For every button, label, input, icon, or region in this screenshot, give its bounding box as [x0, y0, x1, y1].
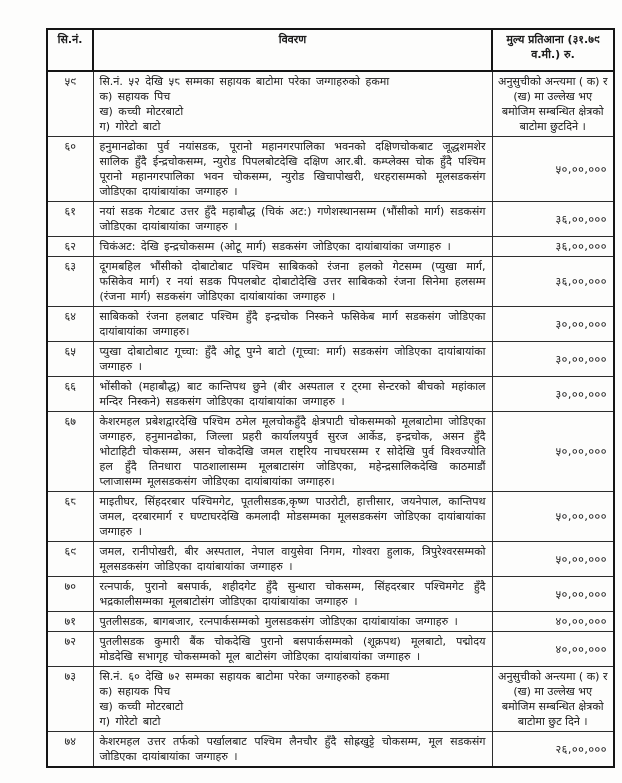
table-row: [47, 667, 614, 732]
table-header: [47, 29, 614, 71]
row-serial-number: ५९: [47, 71, 93, 137]
row-serial-number: ६५: [47, 342, 93, 377]
table-body: [47, 71, 614, 767]
row-price-amount: ३६,००,०००: [492, 237, 614, 257]
row-serial-number: ७४: [47, 732, 93, 768]
description-line: क) सहायक पिच: [99, 685, 171, 698]
table-row: [47, 257, 614, 307]
row-price-amount: ३०,००,०००: [492, 307, 614, 342]
row-price-amount: ४०,००,०००: [492, 632, 614, 667]
table-row: [47, 342, 614, 377]
row-description: केशरमहल प्रबेशद्वारदेखि पश्चिम ठमेल मूलचोकहुँदै क्षेत्रपाटी चोकसम्मको मूलबाटोमा जोडिएका जग्गाहरु, हनुमानढोका, जिल्ला प्रहरी कार्यालयपुर्व सुरज आर्केड, इन्द्रचोक, असन हुँदै भोटाहिटी चोकसम्म, असन चोकदेखि जमल राष्ट्रिय नाचघरसम्म र सोदेखि पुर्व विश्वज्योति हल हुँदै तिनधारा पाठशालासम्म मूलबाटासंग जोडिएका, महेन्द्रसालिकदेखि काठमाडौं प्लाजासम्म मूलसडकसंग जोडिएका दायांबायांका जग्गाहरु।: [93, 412, 492, 492]
table-row: [47, 202, 614, 237]
row-description: चिकंअट: देखि इन्द्रचोकसम्म (ओटू मार्ग) सडकसंग जोडिएका दायांबायांका जग्गाहरु ।: [93, 237, 492, 257]
row-serial-number: ६४: [47, 307, 93, 342]
land-valuation-table: [46, 28, 615, 768]
row-price-amount: ५०,००,०००: [492, 577, 614, 612]
row-price-amount: ५०,००,०००: [492, 542, 614, 577]
description-line: ग) गोरेटो बाटो: [99, 715, 161, 728]
row-description: प्युखा दोबाटोबाट गूच्चा: हुँदै ओटू पुग्ने बाटो (गूच्चा: मार्ग) सडकसंग जोडिएका दायांबायांका जग्गाहरु ।: [93, 342, 492, 377]
description-line: ग) गोरेटो बाटो: [99, 120, 161, 133]
row-price-amount: ५०,००,०००: [492, 492, 614, 542]
row-description: रत्नपार्क, पुरानो बसपार्क, शहीदगेट हुँदै सुन्धारा चोकसम्म, सिंहदरबार पश्चिमगेट हुँदै भद्रकालीसम्मका मूलबाटोसंग जोडिएका दायांबायांका जग्गाहरु ।: [93, 577, 492, 612]
row-serial-number: ६८: [47, 492, 93, 542]
row-serial-number: ६२: [47, 237, 93, 257]
row-serial-number: ७१: [47, 612, 93, 632]
row-description: भोंसीको (महाबौद्ध) बाट कान्तिपथ छुने (बीर अस्पताल र ट्रमा सेन्टरको बीचको महांकाल मन्दिर निस्कने) सडकसंग जोडिएका दायांबायांका जग्गाहरु ।: [93, 377, 492, 412]
row-price-note: अनुसुचीको अन्त्यमा ( क) र (ख) मा उल्लेख भए बमोजिम सम्बन्धित क्षेत्रको बाटोमा छुटदिने ।: [492, 71, 614, 137]
column-header-price-per-aana: मुल्य प्रतिआना (३१.७९ व.मी.) रु.: [492, 29, 614, 71]
description-line: सि.नं. ५२ देखि ५८ सम्मका सहायक बाटोमा परेका जग्गाहरुको हकमा: [99, 75, 390, 88]
row-price-amount: ५०,००,०००: [492, 412, 614, 492]
row-serial-number: ७०: [47, 577, 93, 612]
row-serial-number: ६६: [47, 377, 93, 412]
row-price-amount: ३०,००,०००: [492, 342, 614, 377]
table-row: [47, 542, 614, 577]
row-description: दूगमबहिल भौंसीको दोबाटोबाट पश्चिम साबिकको रंजना हलको गेटसम्म (प्युखा मार्ग, फसिकेव मार्ग) र नयां सडक पिपलबोट दोबाटोदेखि उत्तर साबिकको रंजना सिनेमा हलसम्म (रंजना मार्ग) सडकसंग जोडिएका दायांबायांका जग्गाहरु ।: [93, 257, 492, 307]
description-line: क) सहायक पिच: [99, 90, 171, 103]
row-price-amount: ४०,००,०००: [492, 612, 614, 632]
row-description: साबिकको रंजना हलबाट पश्चिम हुँदै इन्द्रचोक निस्कने फसिकेब मार्ग सडकसंग जोडिएका दायांबायांका जग्गाहरु।: [93, 307, 492, 342]
row-serial-number: ६९: [47, 542, 93, 577]
table-row: [47, 612, 614, 632]
description-line: ख) कच्ची मोटरबाटो: [99, 105, 184, 118]
description-line: ख) कच्ची मोटरबाटो: [99, 700, 184, 713]
table-row: [47, 137, 614, 202]
row-description: [93, 667, 492, 732]
row-description: माइतीघर, सिंहदरबार पश्चिमगेट, पूतलीसडक,कृष्ण पाउरोटी, हात्तीसार, जयनेपाल, कान्तिपथ जमल, दरबारमार्ग र घण्टाघरदेखि कमलादी मोडसम्मका मूलसडकसंग जोडिएका दायांबायांका जग्गाहरु ।: [93, 492, 492, 542]
row-serial-number: ६०: [47, 137, 93, 202]
row-description: पुतलीसडक कुमारी बैंक चोकदेखि पुरानो बसपार्कसम्मको (शूक्रपथ) मूलबाटो, पद्मोदय मोडदेखि सभागृह चोकसम्मको मूल बाटोसंग जोडिएका दायांबायांका जग्गाहरु ।: [93, 632, 492, 667]
table-row: [47, 492, 614, 542]
row-serial-number: ७२: [47, 632, 93, 667]
row-description: हनुमानढोका पुर्व नयांसडक, पूरानो महानगरपालिका भवनको दक्षिणचोकबाट जूद्धशमशेर सालिक हुँदै ईन्द्रचोकसम्म, न्युरोड पिपलबोटदेखि दक्षिण आर.बी. कम्प्लेक्स चोक हुँदै पश्चिम पूरानो महानगरपालिका भवन चोकसम्म, न्युरोड खिचापोखरी, धरहरासम्मको मूलसडकसंग जोडिएका दायांबायांका जग्गाहरु ।: [93, 137, 492, 202]
row-description: नयां सडक गेटबाट उत्तर हुँदै महाबौद्ध (चिकं अट:) गणेशस्थानसम्म (भौंसीको मार्ग) सडकसंग जोडिएका दायांबायांका जग्गाहरु ।: [93, 202, 492, 237]
table-row: [47, 377, 614, 412]
column-header-description: विवरण: [93, 29, 492, 71]
row-description: [93, 71, 492, 137]
table-row: [47, 237, 614, 257]
column-header-serial-number: सि.नं.: [47, 29, 93, 71]
description-line: सि.नं. ६० देखि ७२ सम्मका सहायक बाटोमा परेका जग्गाहरुको हकमा: [99, 670, 390, 683]
row-price-amount: ५०,००,०००: [492, 137, 614, 202]
row-serial-number: ६१: [47, 202, 93, 237]
row-price-amount: ३६,००,०००: [492, 202, 614, 237]
table-row: [47, 732, 614, 768]
row-serial-number: ६७: [47, 412, 93, 492]
row-price-amount: ३०,००,०००: [492, 377, 614, 412]
row-price-amount: २६,००,०००: [492, 732, 614, 768]
table-row: [47, 307, 614, 342]
row-description: केशरमहल उत्तर तर्फको पर्खालबाट पश्चिम लैनचौर हुँदै सोह्रखुट्टे चोकसम्म, मूल सडकसंग जोडिएका दायांबायांका जग्गाहरु ।: [93, 732, 492, 768]
table-row: [47, 632, 614, 667]
row-price-amount: ३६,००,०००: [492, 257, 614, 307]
row-price-note: अनुसुचीको अन्त्यमा ( क) र (ख) मा उल्लेख भए बमोजिम सम्बन्धित क्षेत्रको बाटोमा छुट दिने ।: [492, 667, 614, 732]
table-row: [47, 577, 614, 612]
header-row: [47, 29, 614, 71]
row-description: पुतलीसडक, बागबजार, रत्नपार्कसम्मको मुलसडकसंग जोडिएका दायांबायांका जग्गाहरु ।: [93, 612, 492, 632]
row-description: जमल, रानीपोखरी, बीर अस्पताल, नेपाल वायुसेवा निगम, गोश्वरा हुलाक, त्रिपुरेश्वरसम्मको मूलसडकसंग जोडिएका दायांबायांका जग्गाहरु ।: [93, 542, 492, 577]
row-serial-number: ७३: [47, 667, 93, 732]
table-row: [47, 71, 614, 137]
table-row: [47, 412, 614, 492]
row-serial-number: ६३: [47, 257, 93, 307]
